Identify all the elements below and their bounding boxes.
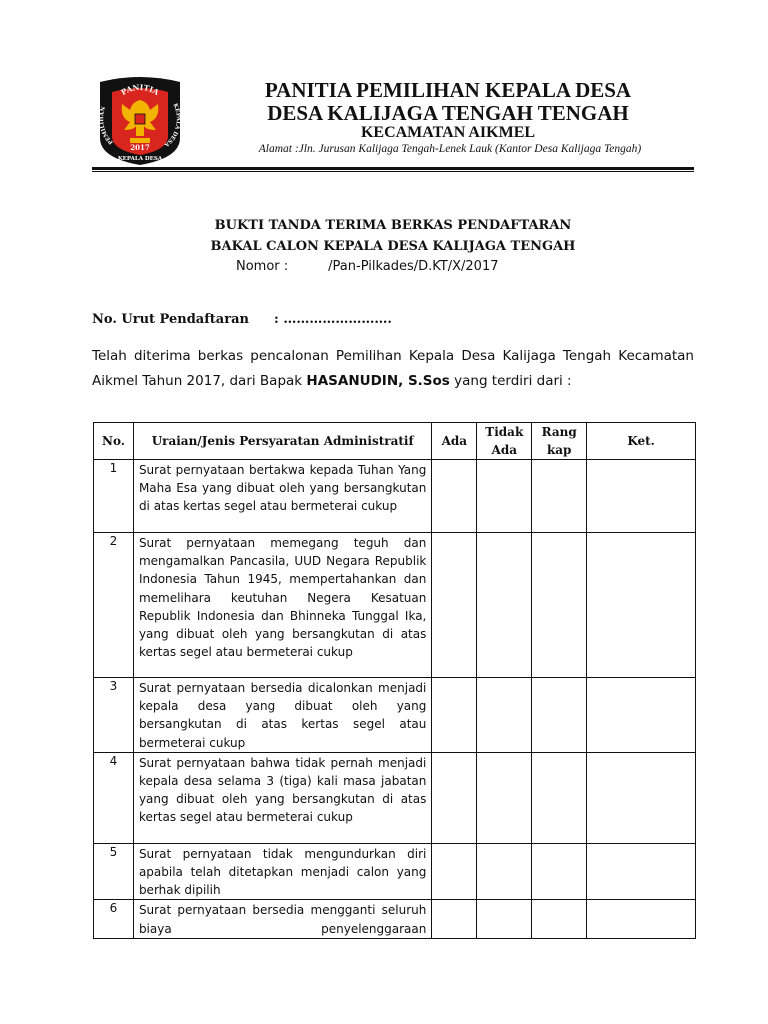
- logo-year: 2017: [130, 143, 150, 152]
- row-number: 3: [94, 678, 134, 753]
- cell-rangkap: [532, 460, 587, 533]
- cell-ada: [432, 900, 477, 939]
- cell-tidak-ada: [477, 460, 532, 533]
- row-description: Surat pernyataan bersedia dicalonkan menjadi kepala desa yang dibuat oleh yang bersangkutan di atas kertas segel atau bermeterai cukup: [133, 678, 431, 753]
- document-title-line-2: BAKAL CALON KEPALA DESA KALIJAGA TENGAH: [210, 239, 576, 254]
- cell-ada: [432, 752, 477, 843]
- nomor-label: Nomor :: [236, 259, 289, 274]
- row-number: 6: [94, 900, 134, 939]
- header-no: No.: [94, 423, 134, 460]
- header-ket: Ket.: [587, 423, 696, 460]
- cell-tidak-ada: [477, 843, 532, 900]
- cell-ket: [587, 843, 696, 900]
- cell-ada: [432, 460, 477, 533]
- letterhead-line-2: DESA KALIJAGA TENGAH TENGAH: [267, 101, 629, 125]
- row-number: 5: [94, 843, 134, 900]
- row-description: Surat pernyataan bersedia mengganti seluruh biaya penyelenggaraan: [133, 900, 431, 939]
- row-description: Surat pernyataan bahwa tidak pernah menjadi kepala desa selama 3 (tiga) kali masa jabatan yang dibuat oleh yang bersangkutan di atas kertas segel atau bermeterai cukup: [133, 752, 431, 843]
- intro-paragraph: [92, 344, 694, 394]
- table-row: [94, 900, 696, 939]
- intro-text-before: Telah diterima berkas pencalonan Pemilihan Kepala Desa Kalijaga Tengah Kecamatan Aikmel Tahun 2017, dari Bapak: [92, 348, 694, 389]
- cell-tidak-ada: [477, 752, 532, 843]
- registration-number: [92, 312, 392, 327]
- table-row: [94, 752, 696, 843]
- registration-label: No. Urut Pendaftaran: [92, 312, 249, 327]
- cell-ket: [587, 752, 696, 843]
- table-row: [94, 460, 696, 533]
- logo-text-top: PANITIA: [119, 82, 161, 97]
- cell-rangkap: [532, 752, 587, 843]
- letterhead-rule-thick: [92, 167, 694, 170]
- logo-text-bottom: KEPALA DESA: [117, 156, 163, 162]
- cell-rangkap: [532, 900, 587, 939]
- table-row: [94, 533, 696, 678]
- header-tidak-ada: Tidak Ada: [477, 423, 532, 460]
- requirements-table: [93, 422, 696, 939]
- letterhead-line-3: KECAMATAN AIKMEL: [360, 124, 536, 141]
- cell-tidak-ada: [477, 678, 532, 753]
- cell-ket: [587, 900, 696, 939]
- committee-logo: [94, 74, 186, 166]
- row-description: Surat pernyataan tidak mengundurkan diri apabila telah ditetapkan menjadi calon yang berhak dipilih: [133, 843, 431, 900]
- row-number: 1: [94, 460, 134, 533]
- table-row: [94, 678, 696, 753]
- intro-text-after: yang terdiri dari :: [449, 373, 572, 389]
- cell-ket: [587, 533, 696, 678]
- row-description: Surat pernyataan bertakwa kepada Tuhan Yang Maha Esa yang dibuat oleh yang bersangkutan di atas kertas segel atau bermeterai cukup: [133, 460, 431, 533]
- cell-ket: [587, 460, 696, 533]
- letterhead-rule-thin: [92, 171, 694, 172]
- cell-ket: [587, 678, 696, 753]
- row-number: 4: [94, 752, 134, 843]
- logo-text-right: KEPALA DESA: [163, 102, 181, 148]
- cell-rangkap: [532, 533, 587, 678]
- table-row: [94, 843, 696, 900]
- row-number: 2: [94, 533, 134, 678]
- header-uraian: Uraian/Jenis Persyaratan Administratif: [133, 423, 431, 460]
- header-ada: Ada: [432, 423, 477, 460]
- row-description: Surat pernyataan memegang teguh dan mengamalkan Pancasila, UUD Negara Republik Indonesia Tahun 1945, mempertahankan dan memelihara keutuhan Negera Kesatuan Republik Indonesia dan Bhinneka Tunggal Ika, yang dibuat oleh yang bersangkutan di atas kertas segel atau bermeterai cukup: [133, 533, 431, 678]
- applicant-name: HASANUDIN, S.Sos: [306, 373, 450, 389]
- cell-ada: [432, 678, 477, 753]
- table-header-row: [94, 423, 696, 460]
- registration-value: : …………………….: [274, 312, 392, 327]
- nomor-value: /Pan-Pilkades/D.KT/X/2017: [328, 259, 499, 274]
- logo-text-left: PEMILIHAN: [99, 106, 115, 146]
- letterhead-address: Alamat :Jln. Jurusan Kalijaga Tengah-Lenek Lauk (Kantor Desa Kalijaga Tengah): [258, 143, 642, 155]
- cell-ada: [432, 843, 477, 900]
- cell-rangkap: [532, 843, 587, 900]
- document-title-line-1: BUKTI TANDA TERIMA BERKAS PENDAFTARAN: [214, 218, 572, 233]
- cell-rangkap: [532, 678, 587, 753]
- cell-tidak-ada: [477, 900, 532, 939]
- cell-ada: [432, 533, 477, 678]
- header-rangkap: Rang kap: [532, 423, 587, 460]
- cell-tidak-ada: [477, 533, 532, 678]
- letterhead-line-1: PANITIA PEMILIHAN KEPALA DESA: [264, 78, 632, 102]
- document-number: [236, 259, 498, 274]
